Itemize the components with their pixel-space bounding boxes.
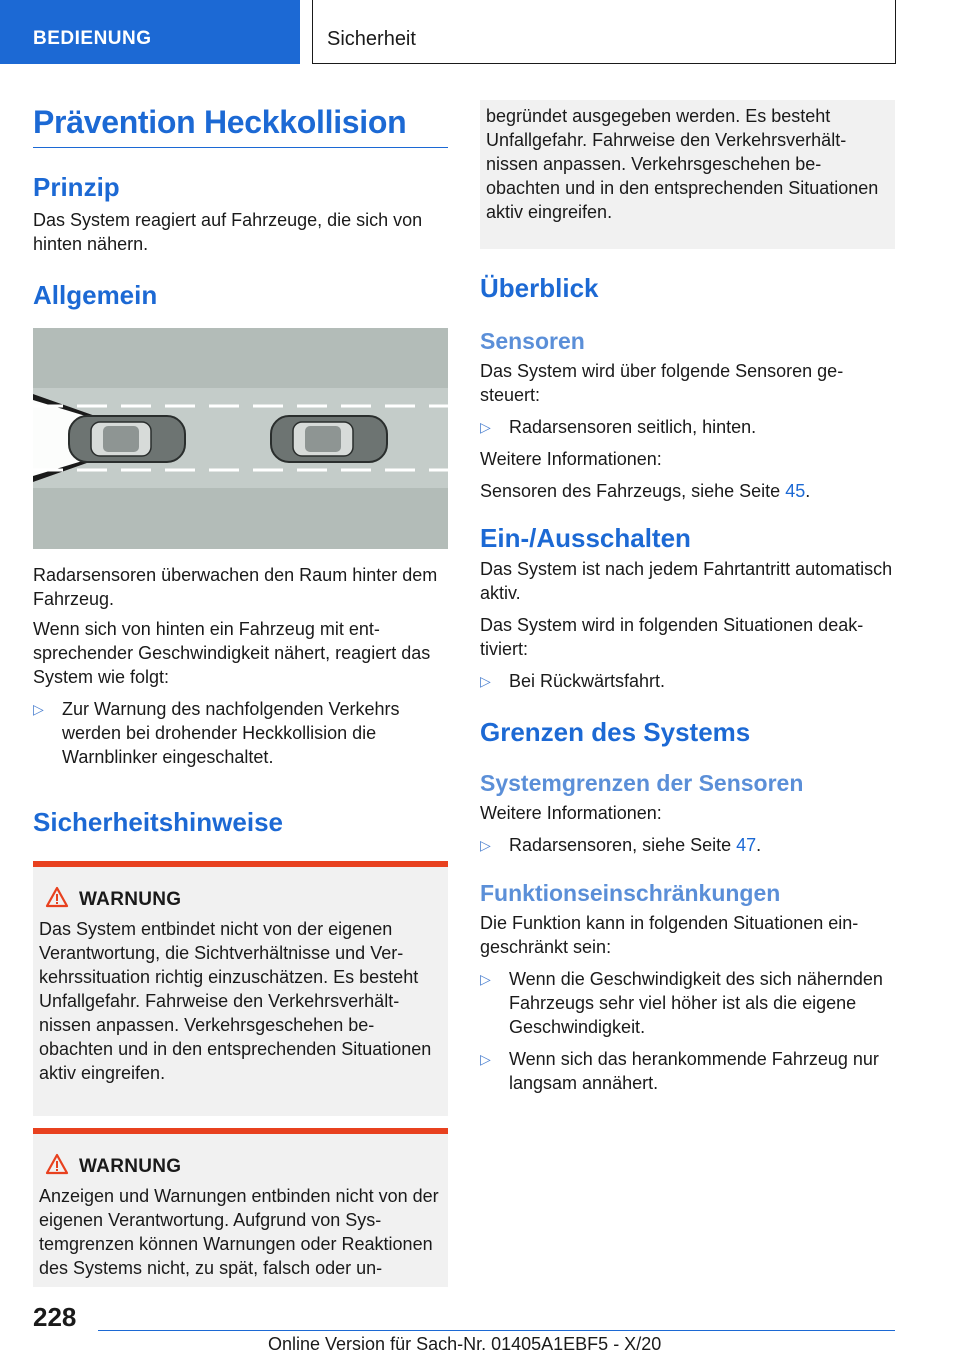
footer-version-text: Online Version für Sach-Nr. 01405A1EBF5 - X/20 — [268, 1334, 662, 1354]
grenzen-info: Weitere Informationen: — [480, 803, 662, 823]
einaus-p1: Das System ist nach jedem Fahrtantritt automatisch aktiv. — [480, 559, 893, 603]
heading-prinzip: Prinzip — [33, 172, 120, 202]
heading-grenzen: Grenzen des Systems — [480, 717, 751, 747]
reference-text: Sensoren des Fahrzeugs, siehe Seite — [480, 481, 786, 501]
reference-text: Radarsensoren, siehe Seite — [509, 835, 737, 855]
reference-end: . — [756, 835, 762, 855]
heading-sicherheitshinweise: Sicherheitshinweise — [33, 807, 283, 837]
warning-continuation — [480, 100, 895, 249]
sensoren-text: Das System wird über folgende Sensoren gesteuert: — [480, 361, 844, 405]
heading-allgemein: Allgemein — [33, 280, 158, 310]
allgemein-list — [33, 697, 448, 769]
sensoren-reference — [480, 479, 895, 503]
prinzip-text: Das System reagiert auf Fahrzeuge, die sich von hinten nähern. — [33, 210, 423, 254]
approaching-car-icon — [271, 416, 387, 462]
list-item: ▷ Radarsensoren seitlich, hinten. — [480, 415, 895, 439]
warning-bar — [33, 861, 448, 867]
sensoren-list — [480, 415, 895, 439]
radar-illustration — [33, 328, 448, 549]
warning-title-text: WARNUNG — [79, 889, 182, 910]
heading-sensoren: Sensoren — [480, 328, 585, 354]
footer-divider — [98, 1330, 895, 1331]
right-column — [480, 100, 895, 1095]
list-item: ▷ Wenn sich das herankommende Fahrzeug nur langsam annähert. — [480, 1047, 895, 1095]
heading-funktionseinschraenkungen: Funktionseinschränkungen — [480, 880, 781, 906]
chapter-tab[interactable]: BEDIENUNG — [0, 0, 300, 64]
einaus-list — [480, 669, 895, 693]
grenzen-ref-list — [480, 833, 895, 857]
funktion-text: Die Funktion kann in folgenden Situationen eingeschränkt sein: — [480, 913, 859, 957]
sensoren-info: Weitere Informationen: — [480, 449, 662, 469]
warning-continuation-text: begründet ausgegeben werden. Es besteht Unfallgefahr. Fahrweise den Verkehrsverhältnissen anpassen. Verkehrsgeschehen beobachten und in den entsprechenden Situationen aktiv eingreifen. — [486, 106, 879, 222]
allgemein-p2: Wenn sich von hinten ein Fahrzeug mit entsprechender Geschwindigkeit nähert, reagiert das System wie folgt: — [33, 619, 431, 687]
warning-title-text: WARNUNG — [79, 1156, 182, 1177]
list-item: ▷ Zur Warnung des nachfolgenden Verkehrs werden bei drohender Heckkollision die Warnblinker eingeschaltet. — [33, 697, 448, 769]
warning-triangle-icon — [45, 886, 69, 908]
warning-text: Das System entbindet nicht von der eigenen Verantwortung, die Sichtverhältnisse und Verkehrssituation richtig einzuschätzen. Es besteht Unfallgefahr. Fahrweise den Verkehrsverhältnissen anpassen. Verkehrsgeschehen beobachten und in den entsprechenden Situationen aktiv eingreifen. — [39, 919, 432, 1083]
warning-bar — [33, 1128, 448, 1134]
page-number: 228 — [33, 1302, 77, 1332]
left-column — [33, 100, 448, 1287]
funktion-list — [480, 967, 895, 1095]
warning-triangle-icon — [45, 1153, 69, 1175]
warning-text: Anzeigen und Warnungen entbinden nicht von der eigenen Verantwortung. Aufgrund von Systemgrenzen können Warnungen oder Reaktionen des Systems nicht, zu spät, falsch oder un- — [39, 1186, 439, 1278]
page-title: Prävention Heckkollision — [33, 104, 448, 148]
warning-title — [33, 1156, 448, 1178]
warning-box-2 — [33, 1128, 448, 1287]
page-link-47[interactable]: 47 — [736, 835, 757, 855]
warning-box-1 — [33, 861, 448, 1116]
einaus-p2: Das System wird in folgenden Situationen deaktiviert: — [480, 615, 864, 659]
reference-end: . — [805, 481, 811, 501]
allgemein-p1: Radarsensoren überwachen den Raum hinter dem Fahrzeug. — [33, 565, 438, 609]
warning-title — [33, 889, 448, 911]
list-item: ▷ Bei Rückwärtsfahrt. — [480, 669, 895, 693]
ego-car-icon — [69, 416, 185, 462]
heading-systemgrenzen: Systemgrenzen der Sensoren — [480, 770, 804, 796]
heading-ueberblick: Überblick — [480, 273, 599, 303]
heading-ein-ausschalten: Ein-/Ausschalten — [480, 523, 691, 553]
list-item — [480, 833, 895, 857]
section-title: Sicherheit — [312, 0, 896, 64]
list-item: ▷ Wenn die Geschwindigkeit des sich nähernden Fahrzeugs sehr viel höher ist als die eigene Geschwindigkeit. — [480, 967, 895, 1039]
page-link-45[interactable]: 45 — [785, 481, 806, 501]
